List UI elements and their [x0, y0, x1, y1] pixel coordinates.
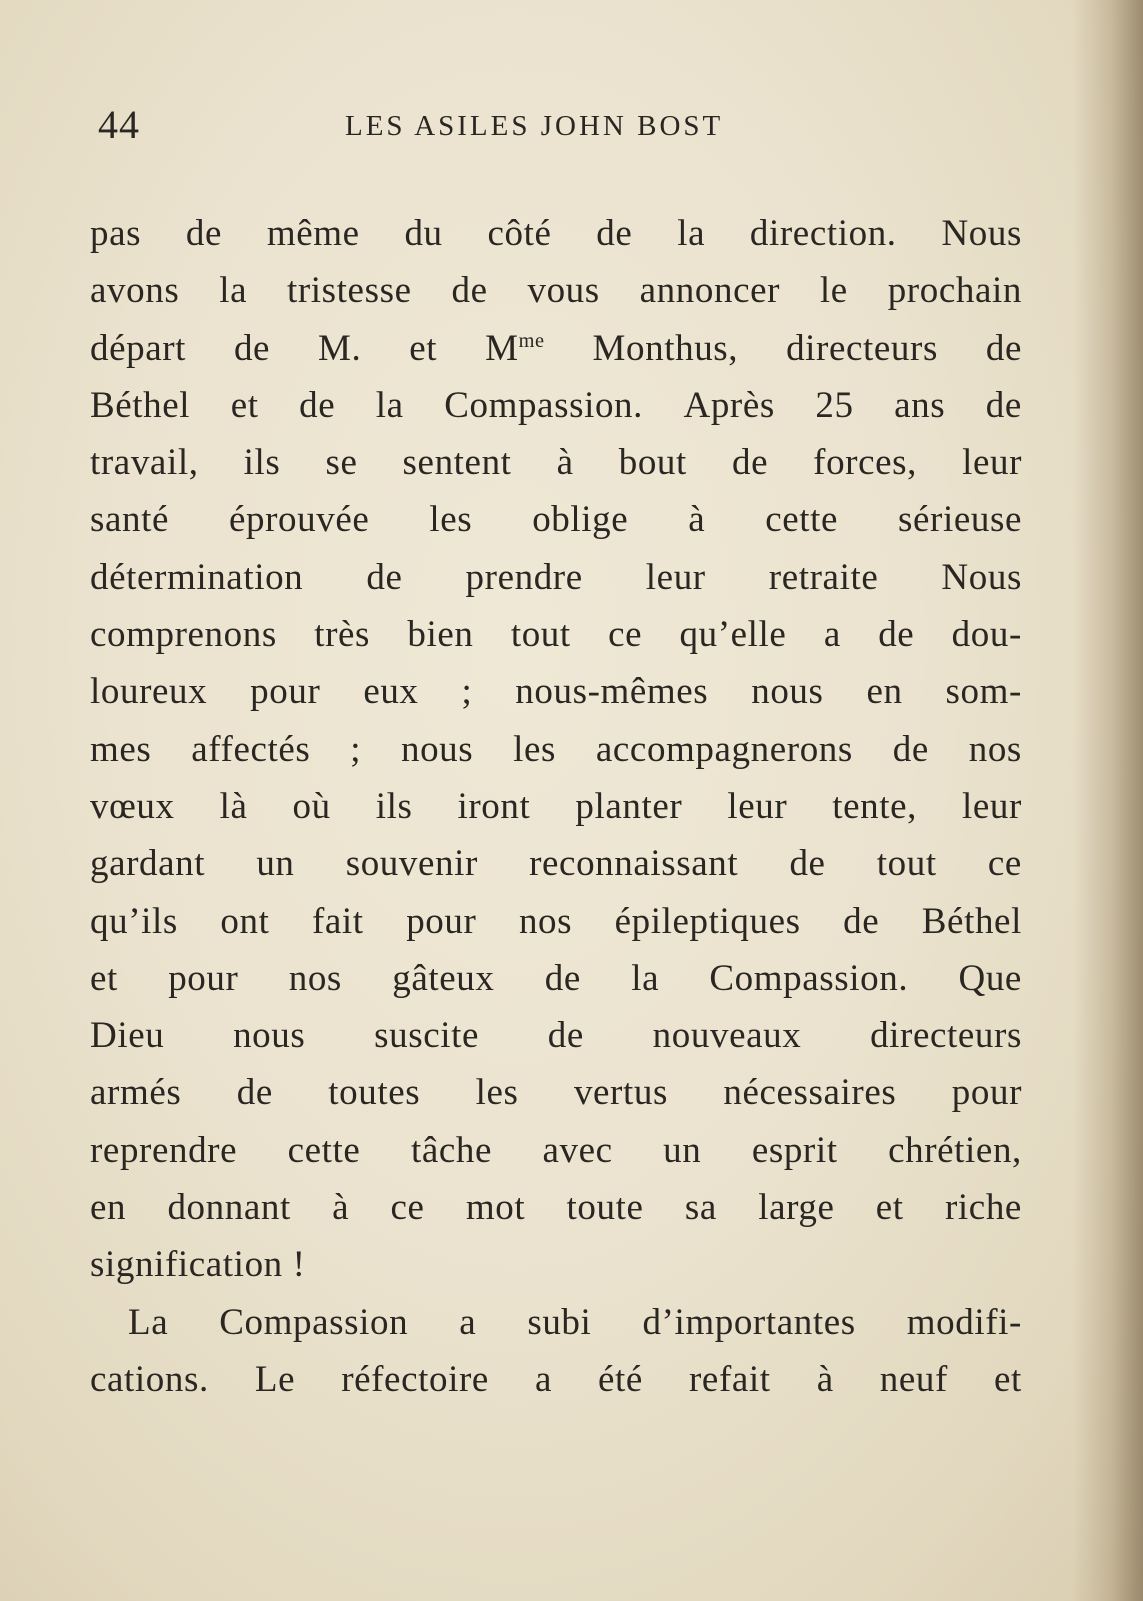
- word: loureux: [90, 671, 208, 713]
- word: ce: [987, 843, 1022, 885]
- word: modifi-: [906, 1301, 1022, 1343]
- word: le: [819, 270, 848, 312]
- word: et: [875, 1187, 904, 1229]
- word: et: [994, 1358, 1022, 1400]
- word: gardant: [90, 843, 206, 885]
- word: côté: [487, 213, 552, 254]
- word: se: [325, 442, 358, 484]
- text-line: [90, 491, 1022, 548]
- word: qu’ils: [90, 900, 178, 942]
- word: eux: [363, 671, 419, 713]
- word: nos: [288, 957, 342, 999]
- word: épileptiques: [614, 900, 801, 942]
- text-line: [90, 778, 1022, 835]
- word: de: [985, 327, 1022, 369]
- word: M.: [317, 327, 362, 369]
- word: très: [314, 614, 371, 656]
- word: Compassion: [219, 1301, 409, 1343]
- word: détermination: [90, 556, 304, 598]
- word: nous: [233, 1015, 306, 1057]
- text-line: [90, 205, 1022, 262]
- word: retraite: [768, 556, 879, 598]
- word: de: [547, 1015, 584, 1057]
- running-title: LES ASILES JOHN BOST: [345, 110, 724, 142]
- text-line: [90, 1294, 1022, 1351]
- word: dou-: [951, 614, 1022, 656]
- word: de: [892, 728, 929, 770]
- word: tente,: [832, 785, 918, 827]
- word: ans: [894, 384, 946, 426]
- word: la: [375, 384, 404, 426]
- word: sa: [684, 1187, 717, 1229]
- word: leur: [962, 442, 1022, 484]
- word: cations.: [90, 1358, 209, 1400]
- word: tâche: [410, 1129, 492, 1171]
- word: la: [631, 957, 660, 999]
- word: 25: [815, 384, 854, 426]
- text-line: [90, 835, 1022, 892]
- page-number: 44: [98, 102, 140, 147]
- word: $M^{me}$: [485, 327, 545, 369]
- word: de: [366, 556, 403, 598]
- word: direction.: [749, 213, 897, 254]
- word: leur: [962, 785, 1022, 827]
- word: cette: [765, 499, 839, 541]
- word: les: [513, 728, 557, 770]
- word: reconnaissant: [529, 843, 739, 885]
- word: et: [230, 384, 259, 426]
- word: ont: [220, 900, 270, 942]
- word: de: [731, 442, 769, 484]
- word: de: [451, 270, 488, 312]
- text-line: [90, 606, 1022, 663]
- word: ils: [243, 442, 281, 484]
- word: les: [429, 499, 473, 541]
- word: éprouvée: [228, 499, 370, 541]
- word: Béthel: [90, 384, 191, 426]
- word: de: [985, 384, 1022, 426]
- word: oblige: [532, 499, 629, 541]
- word: bout: [618, 442, 687, 484]
- word: Dieu: [90, 1015, 165, 1057]
- word: Que: [958, 957, 1022, 999]
- word: à: [332, 1187, 350, 1229]
- word: mes: [90, 728, 152, 770]
- word: a: [823, 614, 841, 656]
- word: tout: [510, 614, 571, 656]
- word: nécessaires: [723, 1072, 897, 1114]
- word: tristesse: [286, 270, 412, 312]
- page-binding-shadow: [1073, 0, 1143, 1601]
- word: ;: [461, 671, 473, 713]
- word: pour: [951, 1072, 1022, 1114]
- word: vœux: [90, 785, 175, 827]
- word: de: [233, 327, 271, 369]
- word: forces,: [813, 442, 917, 484]
- word: large: [758, 1187, 835, 1229]
- body-text: [90, 205, 1022, 1408]
- word: directeurs: [786, 327, 938, 369]
- text-line: [90, 262, 1022, 319]
- word: a: [459, 1301, 477, 1343]
- word: leur: [645, 556, 706, 598]
- word: Béthel: [921, 900, 1022, 942]
- word: vertus: [573, 1072, 668, 1114]
- word: réfectoire: [341, 1358, 489, 1400]
- word: fait: [311, 900, 364, 942]
- word: reprendre: [90, 1129, 238, 1171]
- word: subi: [527, 1301, 592, 1343]
- text-line: [90, 1007, 1022, 1064]
- word: sentent: [402, 442, 512, 484]
- word: a: [534, 1358, 552, 1400]
- word: leur: [727, 785, 788, 827]
- word: som-: [945, 671, 1022, 713]
- text-line: [90, 1179, 1022, 1236]
- word: Après: [683, 384, 775, 426]
- word: de: [878, 614, 915, 656]
- word: qu’elle: [679, 614, 787, 656]
- word: riche: [945, 1187, 1022, 1229]
- word: affectés: [191, 728, 311, 770]
- text-line: [90, 320, 1022, 377]
- text-line: [90, 377, 1022, 434]
- word: mot: [465, 1187, 526, 1229]
- text-line: [90, 1064, 1022, 1121]
- word: avons: [90, 270, 180, 312]
- word: même: [266, 213, 360, 254]
- word: pour: [168, 957, 239, 999]
- word: cette: [287, 1129, 361, 1171]
- word: en: [866, 671, 903, 713]
- text-line: [90, 893, 1022, 950]
- word: de: [843, 900, 880, 942]
- word: armés: [90, 1072, 182, 1114]
- word: pas: [90, 213, 142, 254]
- word: nouveaux: [652, 1015, 802, 1057]
- running-head: [98, 100, 1038, 150]
- word: nous: [400, 728, 474, 770]
- word: refait: [689, 1358, 771, 1400]
- word: nos: [968, 728, 1022, 770]
- text-line: [90, 950, 1022, 1007]
- word: en: [90, 1187, 127, 1229]
- text-line: [90, 663, 1022, 720]
- word: un: [256, 843, 295, 885]
- text-line: [90, 1351, 1022, 1408]
- word: Nous: [941, 213, 1022, 254]
- word: et: [90, 957, 118, 999]
- word: !: [292, 1244, 306, 1286]
- word: accompagnerons: [595, 728, 853, 770]
- word: nos: [518, 900, 573, 942]
- word: travail,: [90, 442, 199, 484]
- word: La: [128, 1301, 169, 1343]
- word: Nous: [941, 556, 1022, 598]
- text-line: [90, 721, 1022, 778]
- word: planter: [575, 785, 683, 827]
- word: suscite: [374, 1015, 480, 1057]
- word: la: [677, 213, 706, 254]
- word: ;: [350, 728, 362, 770]
- word: avec: [542, 1129, 613, 1171]
- word: où: [292, 785, 331, 827]
- word: départ: [90, 327, 187, 369]
- word: les: [475, 1072, 519, 1114]
- word: donnant: [167, 1187, 291, 1229]
- word: un: [663, 1129, 702, 1171]
- word: la: [219, 270, 248, 312]
- word: Compassion.: [444, 384, 643, 426]
- text-line: [90, 1122, 1022, 1179]
- word: Monthus,: [592, 327, 739, 369]
- word: annoncer: [639, 270, 781, 312]
- word: bien: [407, 614, 474, 656]
- word: signification: [90, 1244, 283, 1286]
- word: neuf: [879, 1358, 948, 1400]
- word: de: [596, 213, 633, 254]
- word: ce: [390, 1187, 425, 1229]
- word: et: [409, 327, 438, 369]
- word: nous: [751, 671, 824, 713]
- text-line: [90, 1236, 1022, 1293]
- word: prendre: [465, 556, 583, 598]
- word: comprenons: [90, 614, 277, 656]
- word: à: [816, 1358, 834, 1400]
- word: à: [688, 499, 706, 541]
- word: du: [404, 213, 443, 254]
- word: à: [556, 442, 574, 484]
- word: pour: [250, 671, 321, 713]
- word: ce: [608, 614, 643, 656]
- word: directeurs: [870, 1015, 1022, 1057]
- word: esprit: [751, 1129, 838, 1171]
- word: souvenir: [345, 843, 478, 885]
- word: toutes: [328, 1072, 421, 1114]
- word: vous: [527, 270, 600, 312]
- word: de: [236, 1072, 273, 1114]
- word: d’importantes: [642, 1301, 856, 1343]
- word: iront: [457, 785, 531, 827]
- word: santé: [90, 499, 170, 541]
- text-line: [90, 549, 1022, 606]
- word: gâteux: [392, 957, 495, 999]
- word: sérieuse: [898, 499, 1022, 541]
- word: Le: [254, 1358, 296, 1400]
- word: de: [299, 384, 336, 426]
- word: Compassion.: [709, 957, 909, 999]
- word: toute: [566, 1187, 644, 1229]
- word: tout: [876, 843, 937, 885]
- word: pour: [406, 900, 477, 942]
- word: là: [219, 785, 248, 827]
- word: été: [598, 1358, 643, 1400]
- word: de: [185, 213, 223, 254]
- word: chrétien,: [888, 1129, 1022, 1171]
- word: nous-mêmes: [515, 671, 709, 713]
- word: de: [789, 843, 826, 885]
- word: de: [544, 957, 581, 999]
- word: ils: [375, 785, 413, 827]
- word: prochain: [887, 270, 1022, 312]
- text-line: [90, 434, 1022, 491]
